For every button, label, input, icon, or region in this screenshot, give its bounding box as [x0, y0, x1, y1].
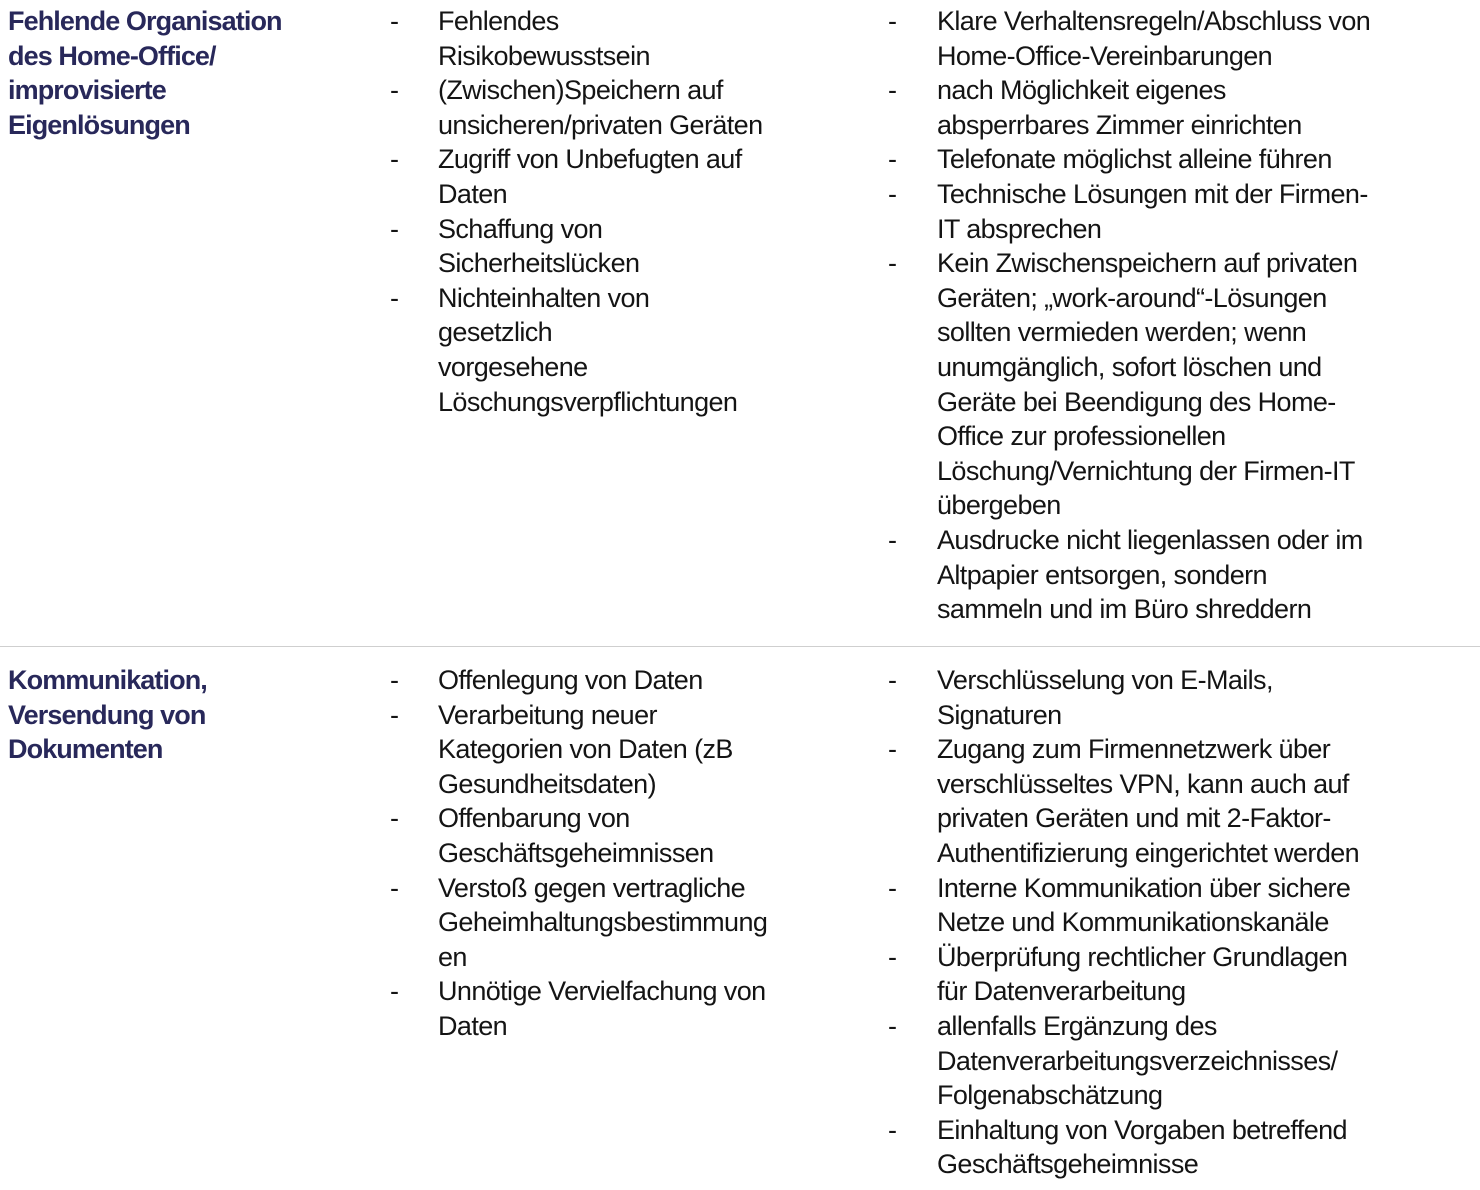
item-line: Sicherheitslücken	[438, 248, 640, 279]
bullet-dash: -	[888, 734, 897, 765]
category-line: des Home-Office/	[8, 40, 216, 71]
risk-item	[390, 974, 770, 1043]
bullet-dash: -	[390, 803, 399, 834]
item-line: Telefonate möglichst alleine führen	[937, 144, 1332, 175]
item-line: Zugang zum Firmennetzwerk über	[937, 734, 1331, 765]
risk-item	[390, 281, 770, 419]
risk-list	[390, 4, 770, 419]
item-line: Technische Lösungen mit der Firmen-	[937, 178, 1368, 209]
item-line: Kein Zwischenspeichern auf privaten	[937, 248, 1358, 279]
item-line: Interne Kommunikation über sichere	[937, 872, 1351, 903]
item-line: Offenbarung von	[438, 803, 630, 834]
bullet-dash: -	[888, 1010, 897, 1041]
measure-list	[888, 663, 1428, 1182]
bullet-dash: -	[888, 75, 897, 106]
risk-item	[390, 73, 770, 142]
item-line: Verschlüsselung von E-Mails,	[937, 665, 1273, 695]
category-line: Fehlende Organisation	[8, 6, 282, 36]
measure-item	[888, 1113, 1428, 1182]
item-line: Datenverarbeitungsverzeichnisses/	[937, 1045, 1338, 1076]
measure-item	[888, 73, 1428, 142]
measure-item	[888, 177, 1428, 246]
item-line: IT absprechen	[937, 213, 1102, 244]
bullet-dash: -	[390, 75, 399, 106]
bullet-dash: -	[390, 282, 399, 313]
measure-item	[888, 1009, 1428, 1113]
item-line: Verarbeitung neuer	[438, 699, 657, 730]
item-line: sammeln und im Büro shreddern	[937, 594, 1312, 625]
bullet-dash: -	[390, 213, 399, 244]
item-line: Folgenabschätzung	[937, 1080, 1163, 1111]
item-line: Verstoß gegen vertragliche	[438, 872, 746, 903]
item-line: Kategorien von Daten (zB	[438, 734, 733, 765]
risk-item	[390, 142, 770, 211]
item-line: Zugriff von Unbefugten auf	[438, 144, 742, 175]
item-line: sollten vermieden werden; wenn	[937, 317, 1307, 348]
item-line: Geräte bei Beendigung des Home-	[937, 386, 1336, 417]
bullet-dash: -	[390, 976, 399, 1007]
category-line: Dokumenten	[8, 734, 163, 765]
item-line: Geräten; „work-around“-Lösungen	[937, 282, 1327, 313]
risk-list	[390, 663, 770, 1044]
bullet-dash: -	[888, 1114, 897, 1145]
item-line: Altpapier entsorgen, sondern	[937, 559, 1267, 590]
item-line: unumgänglich, sofort löschen und	[937, 351, 1322, 382]
table-row	[0, 663, 1480, 1190]
bullet-dash: -	[888, 248, 897, 279]
category-line: improvisierte	[8, 75, 166, 106]
risk-item	[390, 4, 770, 73]
risk-item	[390, 871, 770, 975]
bullet-dash: -	[888, 144, 897, 175]
item-line: Geschäftsgeheimnisse	[937, 1149, 1199, 1180]
item-line: Löschungsverpflichtungen	[438, 386, 738, 417]
item-line: Unnötige Vervielfachung von	[438, 976, 766, 1007]
item-line: (Zwischen)Speichern auf	[438, 75, 723, 106]
category-line: Eigenlösungen	[8, 109, 190, 140]
item-line: vorgesehene	[438, 351, 588, 382]
row-divider	[0, 646, 1480, 647]
category-heading	[8, 4, 338, 142]
item-line: absperrbares Zimmer einrichten	[937, 109, 1302, 140]
bullet-dash: -	[888, 178, 897, 209]
item-line: Überprüfung rechtlicher Grundlagen	[937, 941, 1348, 972]
item-line: Risikobewusstsein	[438, 40, 650, 71]
item-line: für Datenverarbeitung	[937, 976, 1186, 1007]
item-line: privaten Geräten und mit 2-Faktor-	[937, 803, 1331, 834]
item-line: Klare Verhaltensregeln/Abschluss von	[937, 6, 1371, 36]
measure-item	[888, 142, 1428, 177]
item-line: Löschung/Vernichtung der Firmen-IT	[937, 455, 1355, 486]
item-line: allenfalls Ergänzung des	[937, 1010, 1217, 1041]
bullet-dash: -	[888, 941, 897, 972]
category-heading	[8, 663, 338, 767]
category-line: Versendung von	[8, 699, 206, 730]
measure-item	[888, 663, 1428, 732]
measure-item	[888, 732, 1428, 870]
measure-list	[888, 4, 1428, 627]
item-line: Daten	[438, 178, 508, 209]
item-line: Home-Office-Vereinbarungen	[937, 40, 1273, 71]
item-line: en	[438, 941, 467, 972]
item-line: Gesundheitsdaten)	[438, 768, 656, 799]
item-line: Nichteinhalten von gesetzlich	[438, 282, 650, 348]
measure-item	[888, 246, 1428, 523]
bullet-dash: -	[888, 6, 897, 36]
measure-item	[888, 523, 1428, 627]
table-row	[0, 4, 1480, 644]
item-line: Einhaltung von Vorgaben betreffend	[937, 1114, 1347, 1145]
item-line: unsicheren/privaten Geräten	[438, 109, 763, 140]
measure-item	[888, 871, 1428, 940]
item-line: Ausdrucke nicht liegenlassen oder im	[937, 524, 1363, 555]
item-line: Office zur professionellen	[937, 421, 1226, 452]
item-line: Daten	[438, 1010, 508, 1041]
item-line: verschlüsseltes VPN, kann auch auf	[937, 768, 1349, 799]
item-line: Netze und Kommunikationskanäle	[937, 907, 1329, 938]
bullet-dash: -	[390, 665, 399, 695]
risk-item	[390, 212, 770, 281]
item-line: übergeben	[937, 490, 1061, 521]
bullet-dash: -	[390, 144, 399, 175]
bullet-dash: -	[888, 665, 897, 695]
item-line: Authentifizierung eingerichtet werden	[937, 837, 1360, 868]
item-line: Signaturen	[937, 699, 1062, 730]
measure-item	[888, 940, 1428, 1009]
risk-item	[390, 698, 770, 802]
bullet-dash: -	[888, 524, 897, 555]
risk-item	[390, 801, 770, 870]
category-line: Kommunikation,	[8, 665, 207, 695]
item-line: Offenlegung von Daten	[438, 665, 703, 695]
item-line: Geschäftsgeheimnissen	[438, 837, 714, 868]
item-line: Schaffung von	[438, 213, 603, 244]
bullet-dash: -	[390, 872, 399, 903]
measure-item	[888, 4, 1428, 73]
bullet-dash: -	[390, 699, 399, 730]
bullet-dash: -	[888, 872, 897, 903]
item-line: nach Möglichkeit eigenes	[937, 75, 1226, 106]
risk-item	[390, 663, 770, 698]
item-line: Fehlendes	[438, 6, 559, 36]
item-line: Geheimhaltungsbestimmung	[438, 907, 768, 938]
bullet-dash: -	[390, 6, 399, 36]
